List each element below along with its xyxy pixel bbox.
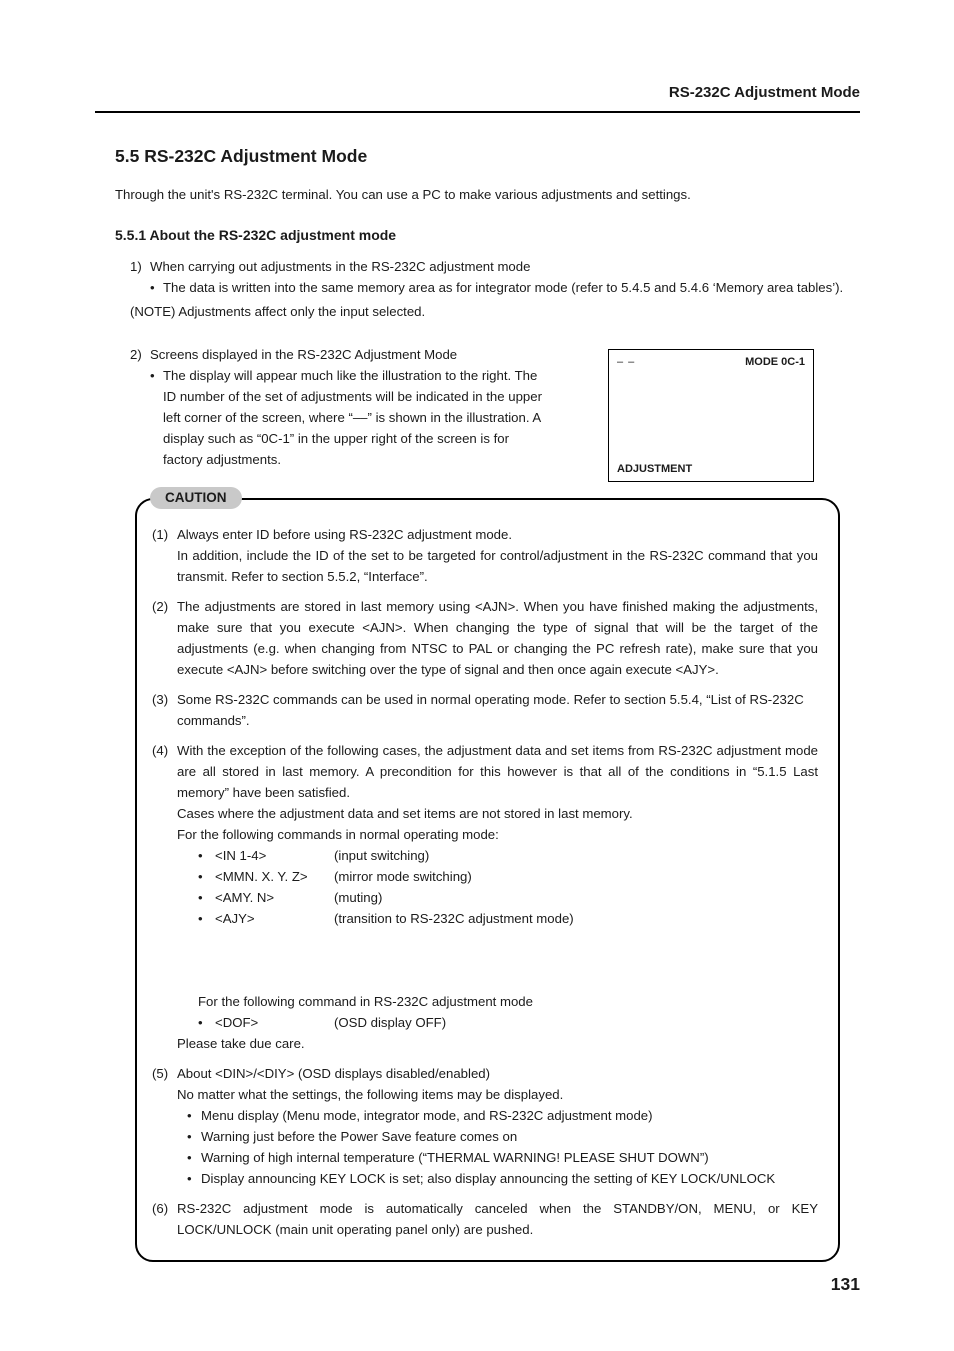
caution-item-3-text: Some RS-232C commands can be used in normal operating mode. Refer to section 5.5.4, “List of RS-232C commands”. bbox=[177, 692, 804, 728]
caution-item-1-line-1: Always enter ID before using RS-232C adjustment mode. bbox=[177, 527, 512, 542]
command-row bbox=[198, 845, 818, 866]
bullet-item bbox=[187, 1126, 818, 1147]
bullet-icon: • bbox=[198, 869, 203, 884]
caution-item-1 bbox=[152, 524, 818, 587]
bullet-icon: • bbox=[187, 1150, 192, 1165]
bullet-text: Warning of high internal temperature (“THERMAL WARNING! PLEASE SHUT DOWN”) bbox=[201, 1150, 709, 1165]
command-description: (muting) bbox=[334, 890, 383, 905]
caution-label: CAUTION bbox=[150, 487, 242, 509]
bullet-icon: • bbox=[198, 911, 203, 926]
command-code: <AMY. N> bbox=[215, 890, 275, 905]
item-2-bullet-row bbox=[150, 365, 550, 470]
page-number: 131 bbox=[830, 1274, 860, 1294]
bullet-item bbox=[187, 1147, 818, 1168]
command-row bbox=[198, 1012, 818, 1033]
screen-adjustment-label: ADJUSTMENT bbox=[617, 463, 693, 475]
caution-item-3-number: (3) bbox=[152, 692, 169, 707]
bullet-item bbox=[187, 1105, 818, 1126]
screen-mode-label: MODE 0C-1 bbox=[745, 356, 805, 368]
command-code: <AJY> bbox=[215, 911, 255, 926]
command-description: (input switching) bbox=[334, 848, 430, 863]
bullet-icon: • bbox=[150, 280, 155, 295]
caution-item-4-para-5: Please take due care. bbox=[177, 1036, 305, 1051]
running-header: RS-232C Adjustment Mode bbox=[668, 84, 860, 101]
subsection-title: 5.5.1 About the RS-232C adjustment mode bbox=[115, 227, 397, 243]
command-row bbox=[198, 908, 818, 929]
item-2-number: 2) bbox=[130, 347, 142, 362]
caution-item-5-number: (5) bbox=[152, 1066, 169, 1081]
numbered-item-1 bbox=[130, 256, 860, 298]
caution-item-6-number: (6) bbox=[152, 1201, 169, 1216]
item-2-heading: Screens displayed in the RS-232C Adjustment Mode bbox=[150, 347, 458, 362]
caution-item-4-para-4: For the following command in RS-232C adjustment mode bbox=[198, 994, 533, 1009]
caution-item-4 bbox=[152, 740, 818, 1054]
item-2-bullet-text: The display will appear much like the illustration to the right. The ID number of the set of adjustments will be indicated in the upper left corner of the screen, where “––” is shown in the illustration. A display such as “0C-1” in the upper right of the screen is for factory adjustments. bbox=[163, 368, 542, 467]
caution-item-6 bbox=[152, 1198, 818, 1240]
caution-item-1-number: (1) bbox=[152, 527, 169, 542]
bullet-text: Display announcing KEY LOCK is set; also display announcing the setting of KEY LOCK/UNLOCK bbox=[201, 1171, 776, 1186]
bullet-icon: • bbox=[198, 1015, 203, 1030]
caution-item-4-number: (4) bbox=[152, 743, 169, 758]
command-list-2 bbox=[198, 1012, 818, 1033]
command-description: (OSD display OFF) bbox=[334, 1015, 447, 1030]
caution-item-6-text: RS-232C adjustment mode is automatically canceled when the STANDBY/ON, MENU, or KEY LOCK/UNLOCK (main unit operating panel only) are pushed. bbox=[177, 1201, 818, 1237]
section-title: 5.5 RS-232C Adjustment Mode bbox=[115, 146, 368, 166]
command-row bbox=[198, 866, 818, 887]
caution-item-5 bbox=[152, 1063, 818, 1189]
bullet-icon: • bbox=[150, 368, 155, 383]
caution-item-4-para-2: Cases where the adjustment data and set items are not stored in last memory. bbox=[177, 806, 633, 821]
bullet-text: Menu display (Menu mode, integrator mode, and RS-232C adjustment mode) bbox=[201, 1108, 653, 1123]
caution-item-2-number: (2) bbox=[152, 599, 169, 614]
caution-item-4-para-1: With the exception of the following cases, the adjustment data and set items from RS-232C adjustment mode are all stored in last memory. A precondition for this however is that all of the conditions in “5.1.5 Last memory” have been satisfied. bbox=[177, 743, 818, 800]
caution-item-4-para-3: For the following commands in normal operating mode: bbox=[177, 827, 499, 842]
bullet-text: Warning just before the Power Save feature comes on bbox=[201, 1129, 518, 1144]
bullet-icon: • bbox=[187, 1129, 192, 1144]
header-rule bbox=[95, 111, 860, 113]
caution-box bbox=[135, 490, 840, 1262]
item-1-bullet-row bbox=[150, 277, 860, 298]
caution-item-5-line-2: No matter what the settings, the following items may be displayed. bbox=[177, 1087, 564, 1102]
item-1-heading: When carrying out adjustments in the RS-232C adjustment mode bbox=[150, 259, 531, 274]
caution-item-2 bbox=[152, 596, 818, 680]
command-code: <DOF> bbox=[215, 1015, 259, 1030]
command-code: <IN 1-4> bbox=[215, 848, 267, 863]
bullet-icon: • bbox=[198, 890, 203, 905]
caution-item-2-text: The adjustments are stored in last memory using <AJN>. When you have finished making the adjustments, make sure that you execute <AJN>. When changing the type of signal that will be the target of the adjustments (e.g. when changing from NTSC to PAL or changing the PC refresh rate), make sure that you execute <AJN> before switching over the type of signal and then once again execute <AJY>. bbox=[177, 599, 818, 677]
item-1-number: 1) bbox=[130, 259, 142, 274]
bullet-icon: • bbox=[198, 848, 203, 863]
bullet-icon: • bbox=[187, 1108, 192, 1123]
caution-item-1-line-2: In addition, include the ID of the set to be targeted for control/adjustment in the RS-232C command that you transmit. Refer to section 5.5.2, “Interface”. bbox=[177, 548, 818, 584]
numbered-item-2 bbox=[130, 344, 550, 470]
caution-item-5-line-1: About <DIN>/<DIY> (OSD displays disabled/enabled) bbox=[177, 1066, 491, 1081]
caution-item-5-bullets bbox=[187, 1105, 818, 1189]
section-intro: Through the unit's RS-232C terminal. You can use a PC to make various adjustments and settings. bbox=[115, 187, 691, 202]
screen-illustration bbox=[608, 349, 814, 482]
bullet-icon: • bbox=[187, 1171, 192, 1186]
bullet-item bbox=[187, 1168, 818, 1189]
command-description: (mirror mode switching) bbox=[334, 869, 472, 884]
note-line: (NOTE) Adjustments affect only the input selected. bbox=[130, 304, 426, 319]
command-row bbox=[198, 887, 818, 908]
item-1-bullet-text: The data is written into the same memory area as for integrator mode (refer to 5.4.5 and 5.4.6 ‘Memory area tables’). bbox=[163, 280, 844, 295]
item-2-row bbox=[115, 344, 860, 482]
command-list bbox=[198, 845, 818, 929]
command-description: (transition to RS-232C adjustment mode) bbox=[334, 911, 574, 926]
screen-id-placeholder: – – bbox=[617, 356, 636, 368]
command-code: <MMN. X. Y. Z> bbox=[215, 869, 308, 884]
caution-item-3 bbox=[152, 689, 818, 731]
